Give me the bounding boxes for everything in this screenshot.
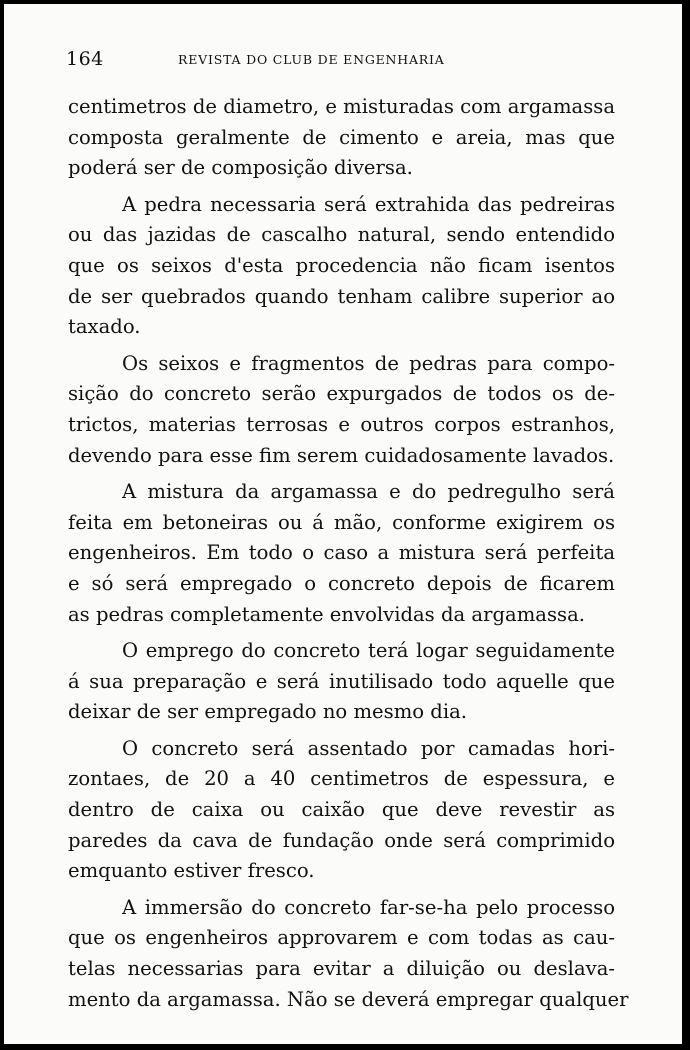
paragraph bbox=[68, 477, 615, 630]
text-line: O emprego do concreto terá logar seguidamente bbox=[122, 639, 615, 663]
text-line: feita em betoneiras ou á mão, conforme exigirem os bbox=[68, 510, 615, 534]
text-line: A immersão do concreto far-se-ha pelo processo bbox=[122, 895, 615, 919]
text-line: trictos, materias terrosas e outros corpos estranhos, bbox=[68, 412, 615, 436]
page-number: 164 bbox=[66, 48, 104, 70]
text-line: mento da argamassa. Não se deverá empregar qualquer bbox=[68, 987, 629, 1011]
body-text bbox=[68, 92, 629, 1015]
paragraph bbox=[68, 636, 615, 728]
text-line: de ser quebrados quando tenham calibre superior ao bbox=[68, 284, 615, 308]
text-line: as pedras completamente envolvidas da argamassa. bbox=[68, 602, 585, 626]
text-line: zontaes, de 20 a 40 centimetros de espessura, e bbox=[68, 767, 615, 791]
text-line: ou das jazidas de cascalho natural, sendo entendido bbox=[68, 223, 615, 247]
text-line: O concreto será assentado por camadas hori- bbox=[122, 736, 615, 760]
page-header bbox=[4, 48, 682, 70]
paragraph bbox=[68, 349, 615, 471]
text-line: engenheiros. Em todo o caso a mistura será perfeita bbox=[68, 541, 615, 565]
text-line: poderá ser de composição diversa. bbox=[68, 156, 413, 180]
text-line: Os seixos e fragmentos de pedras para compo- bbox=[122, 351, 615, 375]
paragraph bbox=[68, 734, 615, 887]
running-title: REVISTA DO CLUB DE ENGENHARIA bbox=[178, 52, 445, 67]
text-line: taxado. bbox=[68, 315, 141, 339]
text-line: centimetros de diametro, e misturadas com argamassa bbox=[68, 95, 616, 118]
paragraph bbox=[68, 92, 615, 184]
text-line: A pedra necessaria será extrahida das pedreiras bbox=[122, 192, 615, 216]
book-page bbox=[4, 4, 682, 1044]
text-line: deixar de ser empregado no mesmo dia. bbox=[68, 700, 468, 724]
text-line: telas necessarias para evitar a diluição ou deslava- bbox=[68, 957, 615, 981]
paragraph bbox=[68, 190, 615, 343]
text-line: sição do concreto serão expurgados de todos os de- bbox=[68, 382, 615, 406]
text-line: que os seixos d'esta procedencia não ficam isentos bbox=[68, 253, 615, 277]
text-line: paredes da cava de fundação onde será comprimido bbox=[68, 828, 615, 852]
text-line: A mistura da argamassa e do pedregulho será bbox=[122, 480, 615, 504]
text-line: que os engenheiros approvarem e com todas as cau- bbox=[68, 926, 615, 950]
text-line: á sua preparação e será inutilisado todo aquelle que bbox=[68, 669, 615, 693]
paragraph bbox=[68, 893, 629, 1015]
text-line: devendo para esse fim serem cuidadosamente lavados. bbox=[68, 443, 615, 467]
text-line: dentro de caixa ou caixão que deve revestir as bbox=[68, 798, 615, 822]
text-line: composta geralmente de cimento e areia, mas que bbox=[68, 125, 615, 149]
text-line: emquanto estiver fresco. bbox=[68, 859, 315, 883]
text-line: e só será empregado o concreto depois de ficarem bbox=[68, 571, 615, 595]
